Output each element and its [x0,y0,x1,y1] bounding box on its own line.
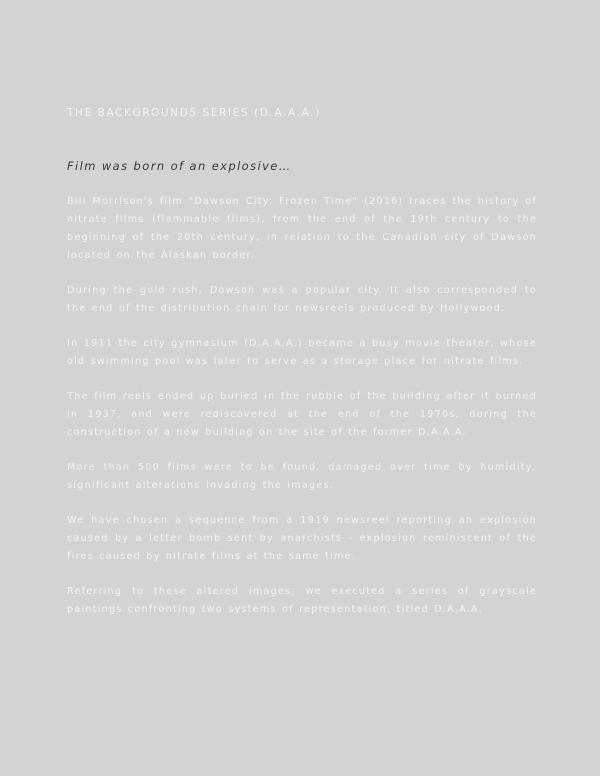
paragraph-grayscale-paintings: Referring to these altered images, we executed a series of grayscale paintings confronting two systems of representation, titled D.A.A.A. [67,586,537,615]
lead-heading: Film was born of an explosive… [67,159,292,173]
paragraph-films-found: More than 500 films were to be found, damaged over time by humidity, significant alterations invading the images. [67,462,537,491]
paragraph-dawson-film: Bill Morrison's film "Dawson City: Frozen Time" (2016) traces the history of nitrate films (flammable films), from the end of the 19th century to the beginning of the 20th century, in relation to the Canadian city of Dawson located on the Alaskan border. [67,196,537,261]
paragraph-newsreel-sequence: We have chosen a sequence from a 1919 newsreel reporting an explosion caused by a letter bomb sent by anarchists - explosion reminiscent of the fires caused by nitrate films at the same time. [67,515,537,562]
body-text [67,193,537,636]
series-title: THE BACKGROUNDS SERIES (D.A.A.A.) [67,107,321,119]
document-page [67,0,537,776]
paragraph-gold-rush: During the gold rush, Dawson was a popular city. It also corresponded to the end of the distribution chain for newsreels produced by Hollywood. [67,285,537,314]
paragraph-film-reels: The film reels ended up buried in the rubble of the building after it burned in 1937, and were rediscovered at the end of the 1970s, during the construction of a new building on the site of the former D.A.A.A. [67,391,537,438]
paragraph-gymnasium: In 1911 the city gymnasium (D.A.A.A.) became a busy movie theater, whose old swimming pool was later to serve as a storage place for nitrate films. [67,338,537,367]
